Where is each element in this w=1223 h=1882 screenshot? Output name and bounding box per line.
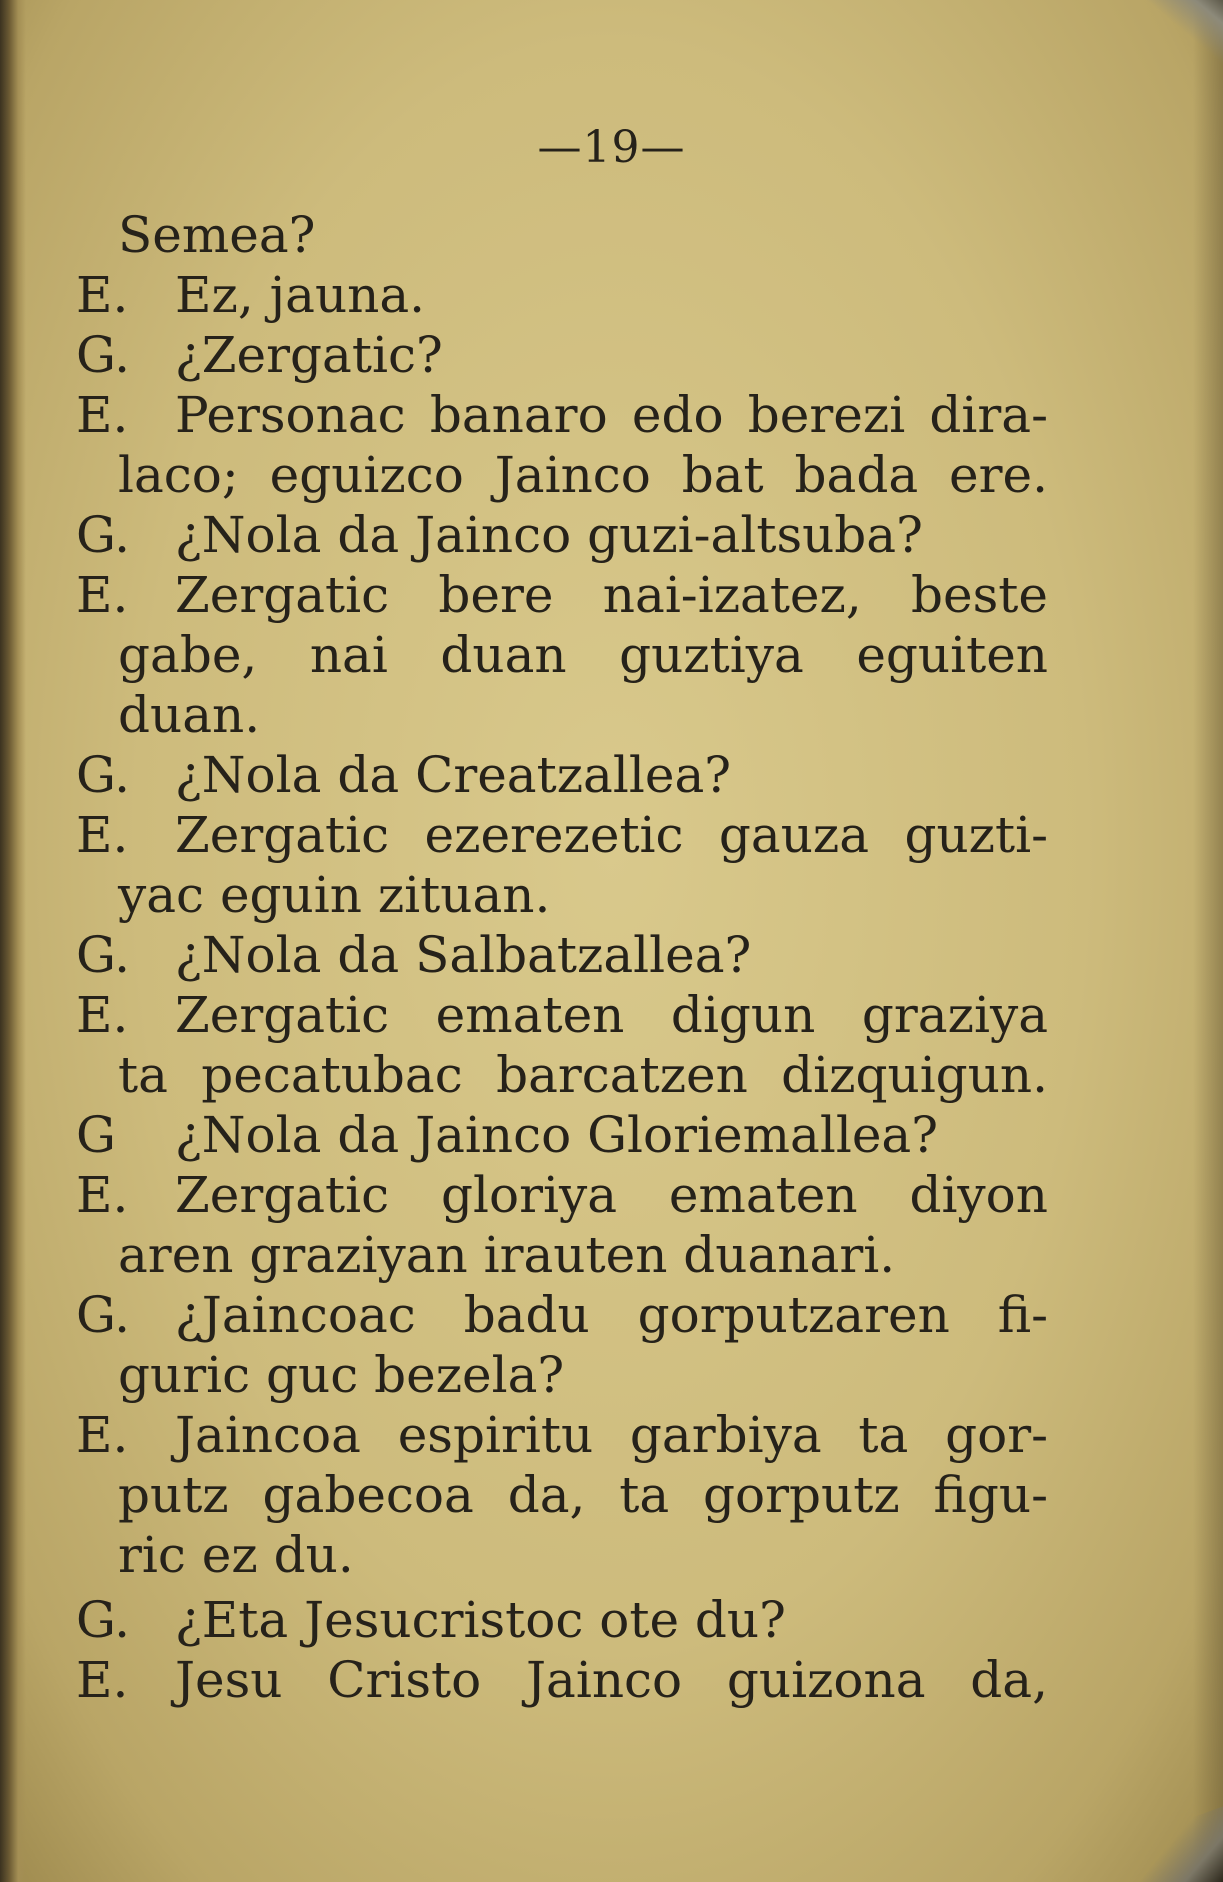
speaker-label: E. [76,806,129,864]
page-edge-shadow [1193,0,1223,1882]
speaker-label: G. [76,326,131,384]
text-line: aren graziyan irauten duanari. [118,1226,896,1284]
speaker-label: E. [76,266,129,324]
text-line: ¿Nola da Jainco guzi-altsuba? [175,506,923,564]
text-line: Zergatic bere nai-izatez, beste [175,566,1048,624]
text-line: ric ez du. [118,1526,354,1584]
text-line: ¿Eta Jesucristoc ote du? [175,1591,786,1649]
text-line: ¿Nola da Salbatzallea? [175,926,752,984]
text-line: guric guc bezela? [118,1346,565,1404]
text-line: ¿Zergatic? [175,326,443,384]
text-line: Zergatic gloriya ematen diyon [175,1166,1048,1224]
speaker-label: G. [76,926,131,984]
page-number: —19— [537,122,686,173]
text-line: yac eguin zituan. [118,866,551,924]
text-line: ¿Nola da Creatzallea? [175,746,732,804]
text-line: Ez, jauna. [175,266,426,324]
speaker-label: E. [76,986,129,1044]
text-line: ¿Jaincoac badu gorputzaren fi- [175,1286,1048,1344]
text-line: duan. [118,686,261,744]
text-line: laco; eguizco Jainco bat bada ere. [118,446,1048,504]
speaker-label: G. [76,506,131,564]
text-line: ¿Nola da Jainco Gloriemallea? [175,1106,939,1164]
speaker-label: E. [76,1651,129,1709]
text-line: Zergatic ematen digun graziya [175,986,1048,1044]
text-line: gabe, nai duan guztiya eguiten [118,626,1048,684]
speaker-label: E. [76,566,129,624]
speaker-label: G. [76,746,131,804]
bottom-corner-curl [1112,1802,1223,1882]
book-binding-edge [0,0,26,1882]
text-line: Semea? [118,206,316,264]
speaker-label: E. [76,1406,129,1464]
text-line: Zergatic ezerezetic gauza guzti- [175,806,1048,864]
text-line: Personac banaro edo berezi dira- [175,386,1048,444]
speaker-label: E. [76,1166,129,1224]
speaker-label: G. [76,1591,131,1649]
speaker-label: G [76,1106,116,1164]
text-line: Jaincoa espiritu garbiya ta gor- [175,1406,1048,1464]
speaker-label: E. [76,386,129,444]
text-line: Jesu Cristo Jainco guizona da, [175,1651,1048,1709]
speaker-label: G. [76,1286,131,1344]
text-line: ta pecatubac barcatzen dizquigun. [118,1046,1048,1104]
text-line: putz gabecoa da, ta gorputz figu- [118,1466,1048,1524]
